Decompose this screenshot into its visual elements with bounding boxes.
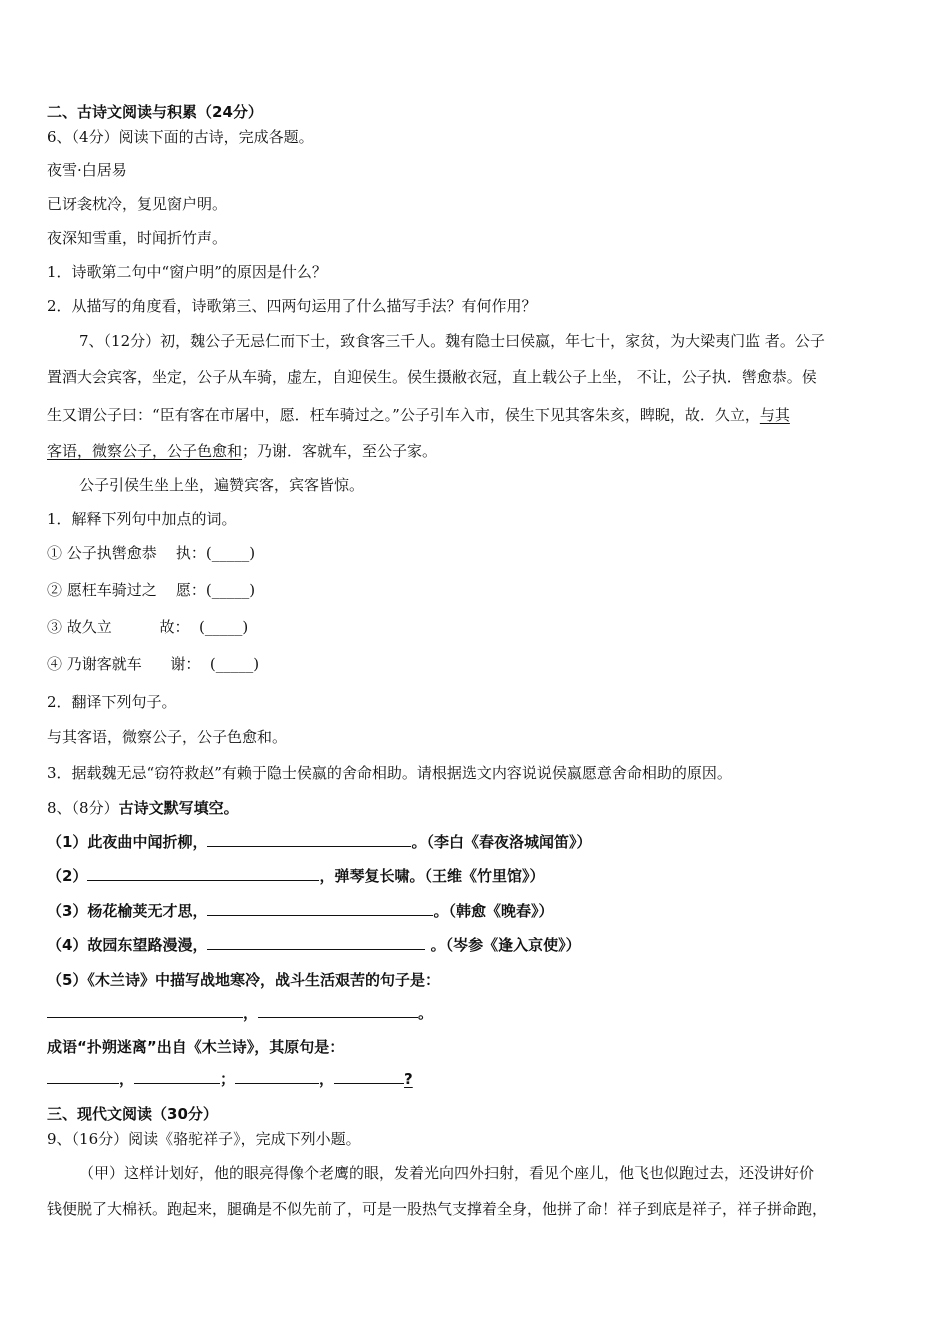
dictation-line-8 bbox=[47, 1069, 413, 1089]
question-9-passage-line-2: 钱便脱了大棉袄。跑起来，腿确是不似先前了，可是一股热气支撑着全身，他拼了命！祥子到底是祥子，祥子拼命跑， bbox=[47, 1200, 828, 1218]
separator-semicolon: ； bbox=[220, 1070, 236, 1088]
question-7-passage-line-5: 公子引侯生坐上坐，遍赞宾客，宾客皆惊。 bbox=[79, 476, 365, 494]
dictation-3-source: 。（韩愈《晚春》） bbox=[433, 902, 554, 920]
question-7-passage-line-3 bbox=[47, 405, 790, 425]
passage-line-4-text: ；乃谢．客就车，至公子家。 bbox=[242, 442, 438, 460]
separator-comma: ， bbox=[243, 1004, 259, 1022]
dictation-line-3 bbox=[47, 901, 553, 921]
word-explain-item-2: ② 愿枉车骑过之 愿：(_____) bbox=[47, 581, 256, 599]
answer-blank[interactable] bbox=[235, 1069, 319, 1084]
dictation-line-2 bbox=[47, 866, 544, 886]
question-7-sub-1: 1．解释下列句中加点的词。 bbox=[47, 510, 237, 528]
underlined-sentence-start: 与其 bbox=[759, 406, 790, 424]
answer-blank[interactable] bbox=[134, 1069, 220, 1084]
dictation-3-prompt: （3）杨花榆荚无才思， bbox=[47, 902, 208, 920]
poem-title: 夜雪·白居易 bbox=[47, 161, 127, 179]
section-heading-modern: 三、现代文阅读（30分） bbox=[47, 1105, 218, 1123]
question-6-stem: 6、（4分）阅读下面的古诗，完成各题。 bbox=[47, 128, 314, 146]
question-8-stem bbox=[47, 798, 239, 818]
question-6-sub-1: 1．诗歌第二句中“窗户明”的原因是什么？ bbox=[47, 263, 327, 281]
answer-blank[interactable] bbox=[87, 866, 319, 881]
dictation-line-1 bbox=[47, 832, 591, 852]
question-7-passage-line-1: 7、（12分）初，魏公子无忌仁而下士，致食客三千人。魏有隐士曰侯嬴，年七十，家贫，为大梁夷门监 者。公子 bbox=[79, 332, 825, 350]
answer-blank[interactable] bbox=[207, 935, 425, 950]
poem-line-1: 已讶衾枕冷，复见窗户明。 bbox=[47, 195, 228, 213]
word-explain-item-4: ④ 乃谢客就车 谢： (_____) bbox=[47, 655, 260, 673]
answer-blank[interactable] bbox=[207, 901, 433, 916]
dictation-line-4 bbox=[47, 935, 581, 955]
line-end-mark: ? bbox=[404, 1070, 413, 1088]
question-8-points: 8、（8分） bbox=[47, 799, 119, 817]
answer-blank[interactable] bbox=[47, 1069, 119, 1084]
poem-line-2: 夜深知雪重，时闻折竹声。 bbox=[47, 229, 228, 247]
passage-line-3-text: 生又谓公子曰：“臣有客在市屠中，愿．枉车骑过之。”公子引车入市，侯生下见其客朱亥，睥睨，故．久立， bbox=[47, 406, 760, 424]
dictation-line-5: （5）《木兰诗》中描写战地寒冷，战斗生活艰苦的句子是： bbox=[47, 971, 440, 989]
question-7-sub-3: 3．据载魏无忌“窃符救赵”有赖于隐士侯嬴的舍命相助。请根据选文内容说说侯嬴愿意舍命相助的原因。 bbox=[47, 764, 732, 782]
section-heading-classical: 二、古诗文阅读与积累（24分） bbox=[47, 103, 263, 121]
dictation-4-source: 。（岑参《逢入京使》） bbox=[425, 936, 581, 954]
word-explain-item-3: ③ 故久立 故： (_____) bbox=[47, 618, 249, 636]
dictation-2-prompt: （2） bbox=[47, 867, 88, 885]
answer-blank[interactable] bbox=[334, 1069, 404, 1084]
question-7-sub-2: 2．翻译下列句子。 bbox=[47, 693, 177, 711]
word-explain-item-1: ① 公子执辔愈恭 执：(_____) bbox=[47, 544, 256, 562]
answer-blank[interactable] bbox=[47, 1003, 243, 1018]
question-7-passage-line-4 bbox=[47, 441, 437, 461]
underlined-sentence-end: 客语，微察公子，公子色愈和 bbox=[47, 442, 243, 460]
separator-comma: ， bbox=[319, 1070, 335, 1088]
separator-comma: ， bbox=[119, 1070, 135, 1088]
answer-blank[interactable] bbox=[207, 832, 411, 847]
question-9-passage-line-1: （甲）这样计划好，他的眼亮得像个老鹰的眼，发着光向四外扫射，看见个座儿，他飞也似跑过去，还没讲好价 bbox=[79, 1164, 815, 1182]
dictation-1-prompt: （1）此夜曲中闻折柳， bbox=[47, 833, 208, 851]
question-9-stem: 9、（16分）阅读《骆驼祥子》，完成下列小题。 bbox=[47, 1130, 361, 1148]
dictation-1-source: 。（李白《春夜洛城闻笛》） bbox=[411, 833, 592, 851]
answer-blank[interactable] bbox=[258, 1003, 418, 1018]
translate-sentence: 与其客语，微察公子，公子色愈和。 bbox=[47, 728, 288, 746]
question-7-passage-line-2: 置酒大会宾客，坐定，公子从车骑，虚左，自迎侯生。侯生摄敝衣冠，直上载公子上坐， 不让，公子执．辔愈恭。侯 bbox=[47, 368, 817, 386]
question-6-sub-2: 2．从描写的角度看，诗歌第三、四两句运用了什么描写手法？有何作用？ bbox=[47, 297, 537, 315]
question-8-title: 古诗文默写填空。 bbox=[118, 799, 239, 817]
dictation-4-prompt: （4）故园东望路漫漫， bbox=[47, 936, 208, 954]
line-end-period: 。 bbox=[418, 1004, 434, 1022]
dictation-2-source: ，弹琴复长啸。（王维《竹里馆》） bbox=[319, 867, 545, 885]
idiom-prompt: 成语“扑朔迷离”出自《木兰诗》，其原句是： bbox=[47, 1038, 345, 1056]
dictation-line-6 bbox=[47, 1003, 433, 1023]
